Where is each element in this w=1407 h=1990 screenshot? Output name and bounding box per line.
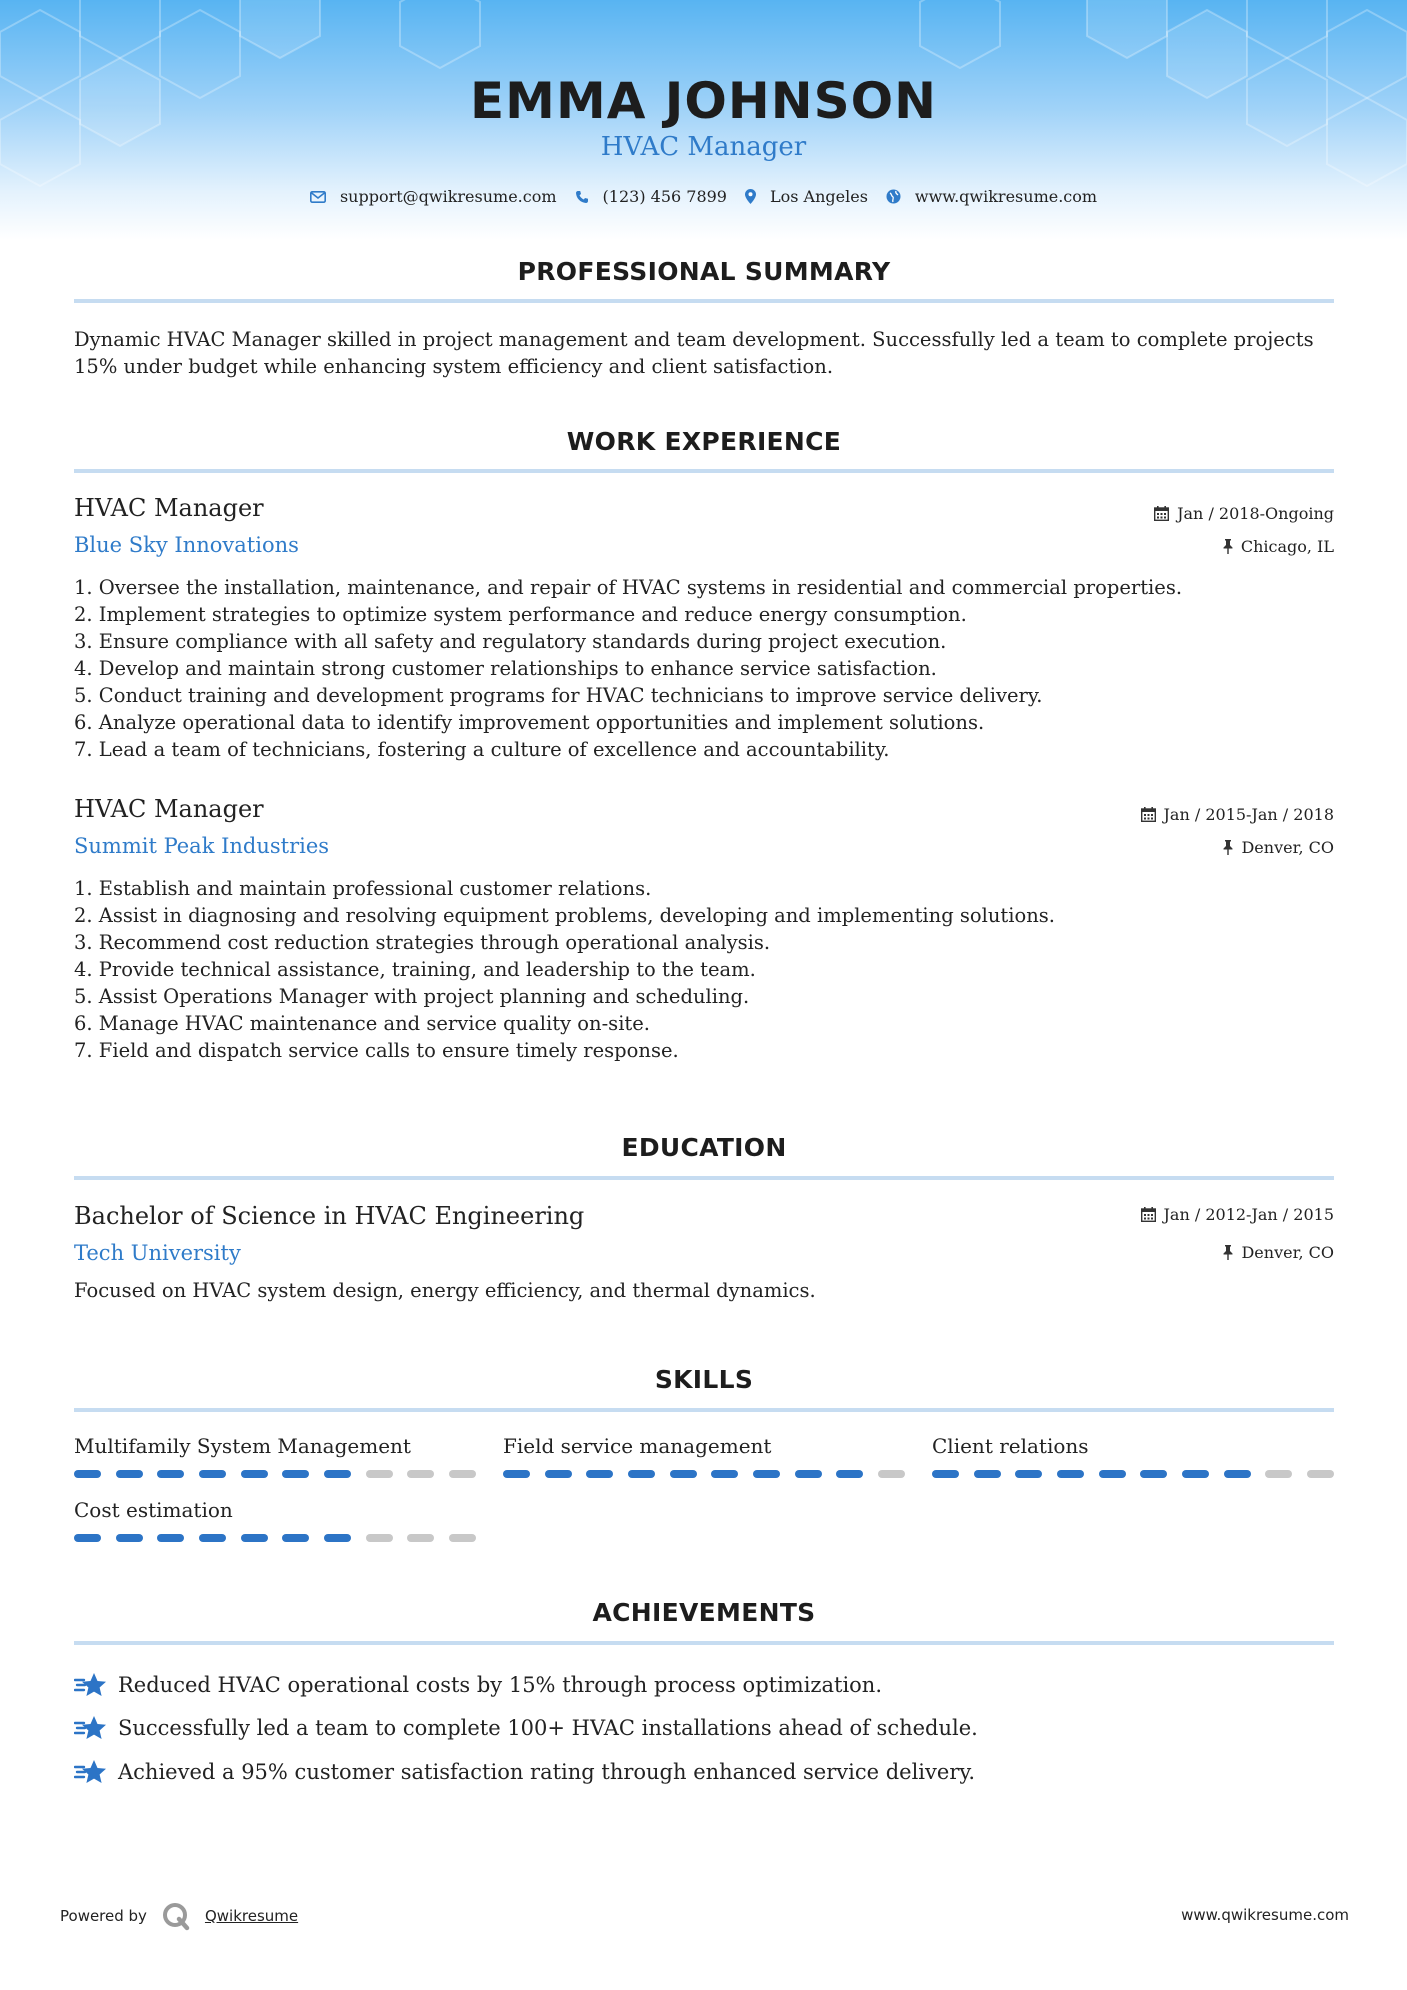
contact-bar (0, 187, 1407, 206)
achievement-text: Achieved a 95% customer satisfaction rating through enhanced service delivery. (118, 1760, 976, 1784)
skill-segment-filled (1182, 1470, 1209, 1478)
education-heading: EDUCATION (621, 1133, 787, 1162)
skill-segment-filled (836, 1470, 863, 1478)
skill-name: Cost estimation (74, 1498, 233, 1522)
skill-segment-filled (974, 1470, 1001, 1478)
achievement-item (74, 1671, 882, 1699)
list-item: 2. Implement strategies to optimize system performance and reduce energy consumption. (74, 603, 967, 626)
skill-segment-empty (366, 1470, 393, 1478)
calendar-icon (1141, 1207, 1156, 1222)
summary-divider (74, 299, 1334, 303)
skill-rating (503, 1470, 905, 1478)
job-dates-text: Jan / 2015-Jan / 2018 (1163, 805, 1334, 824)
job-dates (1154, 504, 1334, 523)
skill-segment-filled (324, 1534, 351, 1542)
skill-segment-empty (366, 1534, 393, 1542)
pin-icon (1223, 539, 1233, 554)
education-dates-text: Jan / 2012-Jan / 2015 (1163, 1205, 1334, 1224)
skill-segment-filled (1057, 1470, 1084, 1478)
candidate-name: EMMA JOHNSON (470, 72, 937, 130)
skills-heading: SKILLS (654, 1365, 754, 1394)
company-name: Summit Peak Industries (74, 834, 330, 858)
list-item: 1. Oversee the installation, maintenance, and repair of HVAC systems in residential and commercial properties. (74, 576, 1183, 599)
list-item: 1. Establish and maintain professional customer relations. (74, 877, 652, 900)
skills-divider (74, 1408, 1334, 1412)
job-dates (1141, 805, 1334, 824)
skill-segment-filled (282, 1470, 309, 1478)
skill-segment-filled (795, 1470, 822, 1478)
skill-segment-filled (116, 1470, 143, 1478)
calendar-icon (1141, 807, 1156, 822)
skill-segment-filled (503, 1470, 530, 1478)
list-item: 6. Analyze operational data to identify improvement opportunities and implement solutions. (74, 711, 985, 734)
skill-segment-filled (74, 1534, 101, 1542)
job-location-text: Denver, CO (1241, 838, 1334, 857)
skill-segment-filled (711, 1470, 738, 1478)
skill-segment-empty (878, 1470, 905, 1478)
achievements-heading: ACHIEVEMENTS (592, 1598, 816, 1627)
powered-by-label: Powered by (60, 1907, 147, 1925)
skill-segment-filled (670, 1470, 697, 1478)
globe-icon (886, 189, 901, 204)
achievements-divider (74, 1641, 1334, 1645)
list-item: 2. Assist in diagnosing and resolving equipment problems, developing and implementing solutions. (74, 904, 1055, 927)
skill-name: Multifamily System Management (74, 1434, 411, 1458)
job-location (1223, 838, 1334, 857)
skill-item (932, 1434, 1334, 1478)
contact-phone[interactable] (575, 187, 727, 206)
job-title: HVAC Manager (74, 795, 264, 823)
skill-rating (74, 1470, 476, 1478)
contact-website[interactable] (886, 187, 1097, 206)
skill-segment-filled (282, 1534, 309, 1542)
experience-divider (74, 469, 1334, 473)
summary-heading: PROFESSIONAL SUMMARY (517, 257, 891, 286)
qwikresume-logo-icon (161, 1901, 191, 1931)
skill-segment-filled (199, 1470, 226, 1478)
star-icon (74, 1714, 108, 1742)
skill-rating (74, 1534, 476, 1542)
education-dates (1141, 1205, 1334, 1224)
skill-item (74, 1434, 476, 1478)
skill-segment-filled (545, 1470, 572, 1478)
skill-segment-filled (586, 1470, 613, 1478)
job-dates-text: Jan / 2018-Ongoing (1177, 504, 1334, 523)
calendar-icon (1154, 506, 1169, 521)
company-name: Blue Sky Innovations (74, 533, 299, 557)
website-text: www.qwikresume.com (914, 187, 1098, 206)
skill-segment-filled (1015, 1470, 1042, 1478)
achievement-item (74, 1758, 975, 1786)
skill-name: Client relations (932, 1434, 1089, 1458)
list-item: 3. Ensure compliance with all safety and regulatory standards during project execution. (74, 630, 947, 653)
education-location-text: Denver, CO (1241, 1243, 1334, 1262)
footer-website[interactable]: www.qwikresume.com (1181, 1906, 1349, 1924)
list-item: 7. Field and dispatch service calls to ensure timely response. (74, 1039, 679, 1062)
pin-icon (1223, 840, 1233, 855)
job-bullets (74, 574, 1334, 763)
star-icon (74, 1671, 108, 1699)
skill-segment-filled (157, 1470, 184, 1478)
skill-segment-filled (241, 1470, 268, 1478)
skill-segment-empty (449, 1470, 476, 1478)
job-location-text: Chicago, IL (1240, 537, 1334, 556)
skill-segment-empty (407, 1470, 434, 1478)
degree-title: Bachelor of Science in HVAC Engineering (74, 1202, 585, 1230)
summary-text: Dynamic HVAC Manager skilled in project management and team development. Successfully led a team to complete projects 15% under budget while enhancing system efficiency and client satisfaction. (74, 328, 1314, 378)
list-item: 4. Provide technical assistance, training, and leadership to the team. (74, 958, 756, 981)
skill-segment-filled (1224, 1470, 1251, 1478)
qwikresume-link[interactable]: Qwikresume (204, 1907, 299, 1925)
list-item: 7. Lead a team of technicians, fostering a culture of excellence and accountability. (74, 738, 890, 761)
achievement-item (74, 1714, 978, 1742)
list-item: 3. Recommend cost reduction strategies through operational analysis. (74, 931, 771, 954)
skill-item (503, 1434, 905, 1478)
skill-name: Field service management (503, 1434, 772, 1458)
education-location (1223, 1243, 1334, 1262)
education-divider (74, 1176, 1334, 1180)
achievement-text: Successfully led a team to complete 100+ HVAC installations ahead of schedule. (118, 1716, 978, 1740)
skill-segment-empty (449, 1534, 476, 1542)
list-item: 5. Assist Operations Manager with project planning and scheduling. (74, 985, 750, 1008)
skill-segment-filled (116, 1534, 143, 1542)
email-text: support@qwikresume.com (339, 187, 557, 206)
skill-item (74, 1498, 476, 1542)
skill-segment-filled (753, 1470, 780, 1478)
skill-rating (932, 1470, 1334, 1478)
contact-email[interactable] (310, 187, 557, 206)
phone-text: (123) 456 7899 (602, 187, 727, 206)
skill-segment-filled (1140, 1470, 1167, 1478)
list-item: 6. Manage HVAC maintenance and service quality on-site. (74, 1012, 651, 1035)
skill-segment-filled (241, 1534, 268, 1542)
achievement-text: Reduced HVAC operational costs by 15% through process optimization. (118, 1673, 882, 1697)
skill-segment-empty (1307, 1470, 1334, 1478)
education-description: Focused on HVAC system design, energy efficiency, and thermal dynamics. (74, 1279, 816, 1302)
pin-icon (1223, 1245, 1233, 1260)
skill-segment-filled (199, 1534, 226, 1542)
contact-location (745, 187, 868, 206)
skill-segment-empty (407, 1534, 434, 1542)
skill-segment-filled (324, 1470, 351, 1478)
footer-powered-by (60, 1901, 298, 1931)
experience-heading: WORK EXPERIENCE (566, 427, 842, 456)
candidate-title: HVAC Manager (600, 132, 807, 162)
skill-segment-empty (1265, 1470, 1292, 1478)
skill-segment-filled (932, 1470, 959, 1478)
phone-icon (575, 190, 589, 204)
job-location (1223, 537, 1334, 556)
location-text: Los Angeles (769, 187, 868, 206)
star-icon (74, 1758, 108, 1786)
job-title: HVAC Manager (74, 494, 264, 522)
school-name: Tech University (74, 1241, 241, 1265)
list-item: 4. Develop and maintain strong customer relationships to enhance service satisfaction. (74, 657, 937, 680)
skill-segment-filled (628, 1470, 655, 1478)
map-marker-icon (745, 189, 756, 204)
list-item: 5. Conduct training and development programs for HVAC technicians to improve service delivery. (74, 684, 1043, 707)
job-bullets (74, 875, 1334, 1064)
skill-segment-filled (1099, 1470, 1126, 1478)
skill-segment-filled (74, 1470, 101, 1478)
envelope-icon (310, 191, 326, 203)
skill-segment-filled (157, 1534, 184, 1542)
